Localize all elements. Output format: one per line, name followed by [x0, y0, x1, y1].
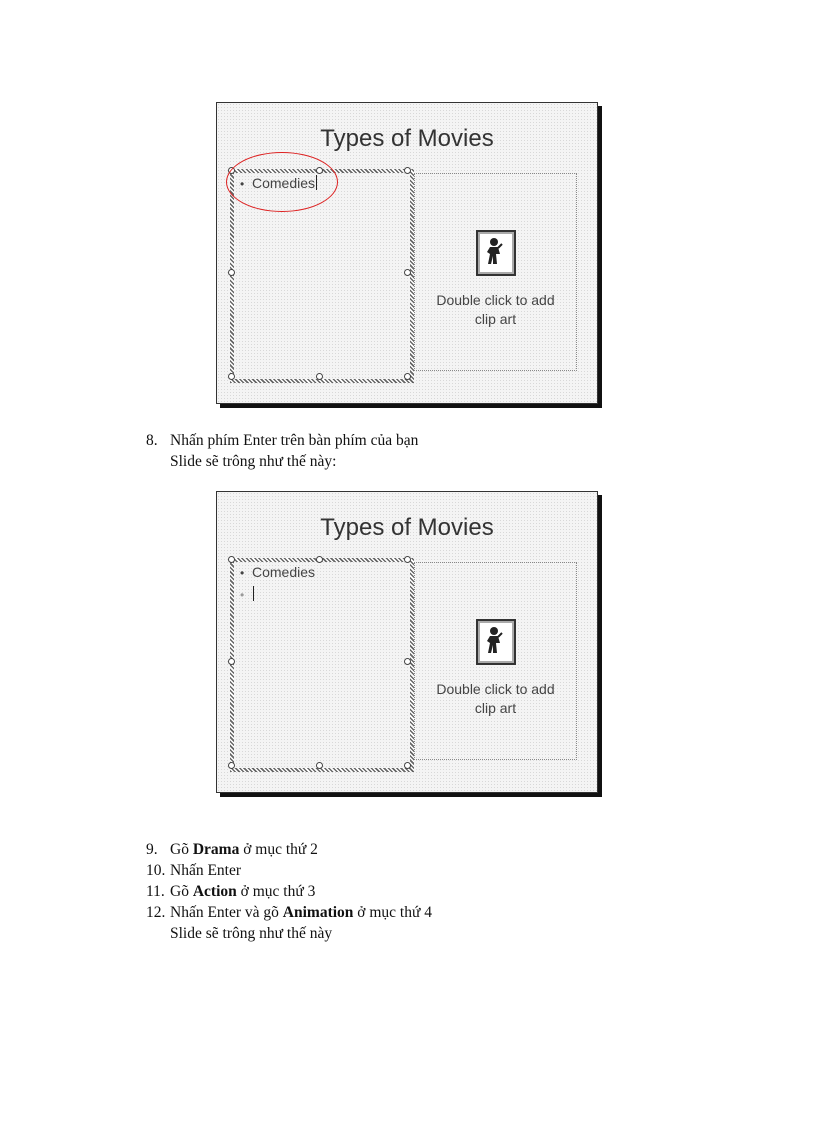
- slide-screenshot-1: [216, 102, 598, 404]
- resize-handle: [404, 167, 411, 174]
- resize-handle: [228, 762, 235, 769]
- bullet-item: [240, 564, 315, 580]
- resize-handle: [404, 373, 411, 380]
- resize-handle: [404, 762, 411, 769]
- list-text: Nhấn Enter: [170, 862, 242, 879]
- clip-art-hint: Double click to add clip art: [436, 681, 555, 716]
- step-list-9-12: [146, 839, 432, 944]
- list-item: [146, 881, 432, 902]
- list-text: Gõ: [170, 841, 193, 858]
- step-list-8: [146, 430, 418, 472]
- resize-handle: [228, 658, 235, 665]
- list-item: [146, 902, 432, 923]
- list-text: Gõ: [170, 883, 193, 900]
- list-number: 10.: [146, 862, 166, 879]
- bullet-item: [240, 586, 254, 602]
- list-text: ở mục thứ 3: [236, 883, 316, 900]
- slide-title: Types of Movies: [320, 514, 494, 541]
- list-text-bold: Animation: [282, 904, 354, 921]
- resize-handle: [404, 658, 411, 665]
- list-number: 8.: [146, 432, 158, 449]
- bullet-text: Comedies: [252, 175, 316, 191]
- bullet-text: Comedies: [252, 564, 316, 580]
- bullet-dot: •: [240, 177, 245, 191]
- clip-art-placeholder: [414, 562, 577, 760]
- list-item: [146, 860, 432, 881]
- list-item-note: Slide sẽ trông như thế này: [170, 925, 333, 942]
- resize-handle: [228, 556, 235, 563]
- resize-handle: [228, 269, 235, 276]
- list-item: [146, 839, 432, 860]
- bullet-dot: •: [240, 566, 245, 580]
- clip-art-placeholder: [414, 173, 577, 371]
- resize-handle: [316, 762, 323, 769]
- clip-art-hint: Double click to add clip art: [436, 292, 555, 327]
- resize-handle: [228, 373, 235, 380]
- slide-screenshot-2: [216, 491, 598, 793]
- clip-art-icon: [476, 619, 516, 665]
- list-text: ở mục thứ 4: [353, 904, 432, 921]
- list-text-bold: Action: [192, 883, 237, 900]
- clip-art-icon: [476, 230, 516, 276]
- list-text: Nhấn Enter và gõ: [170, 904, 283, 921]
- slide-title: Types of Movies: [320, 125, 494, 152]
- resize-handle: [316, 373, 323, 380]
- list-text: ở mục thứ 2: [239, 841, 318, 858]
- list-item-note: Slide sẽ trông như thế này:: [170, 453, 337, 470]
- highlight-ellipse: [226, 152, 338, 212]
- bullet-placeholder: [230, 558, 414, 772]
- text-cursor: [253, 586, 254, 601]
- list-text-bold: Drama: [192, 841, 240, 858]
- list-number: 11.: [146, 883, 165, 900]
- list-item: [146, 430, 418, 451]
- bullet-dot: •: [240, 588, 245, 602]
- resize-handle: [404, 556, 411, 563]
- list-number: 12.: [146, 904, 166, 921]
- resize-handle: [404, 269, 411, 276]
- list-text: Nhấn phím Enter trên bàn phím của bạn: [170, 432, 419, 449]
- list-number: 9.: [146, 841, 158, 858]
- resize-handle: [316, 556, 323, 563]
